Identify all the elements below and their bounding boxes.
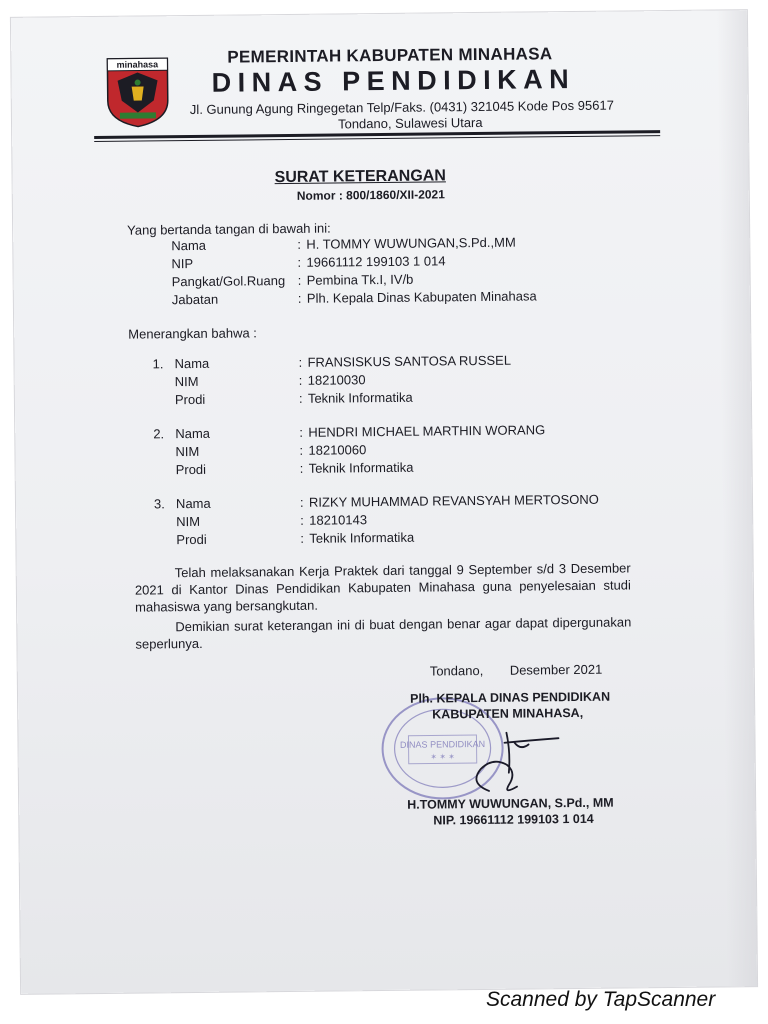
separator: :: [298, 372, 303, 388]
signer-value-jabatan: Plh. Kepala Dinas Kabupaten Minahasa: [306, 288, 537, 306]
signer-name-signature: H.TOMMY WUWUNGAN, S.Pd., MM: [407, 795, 614, 812]
separator: :: [297, 236, 302, 252]
student-nama: RIZKY MUHAMMAD REVANSYAH MERTOSONO: [308, 491, 599, 510]
student-nim: 18210143: [309, 512, 368, 528]
separator: :: [297, 254, 302, 270]
department-heading: DINAS PENDIDIKAN: [211, 63, 576, 98]
student-number: 3.: [153, 496, 165, 512]
signer-label-pangkat: Pangkat/Gol.Ruang: [171, 273, 286, 290]
separator: :: [298, 354, 303, 370]
student-label-prodi: Prodi: [174, 391, 206, 408]
body-paragraph-2: Demikian surat keterangan ini di buat dengan benar agar dapat dipergunakan seperlunya.: [135, 614, 632, 652]
student-label-prodi: Prodi: [175, 461, 207, 478]
separator: :: [299, 460, 304, 476]
stamp-text: DINAS PENDIDIKAN: [399, 738, 486, 750]
logo-text: minahasa: [116, 59, 159, 70]
separator: :: [300, 512, 304, 528]
signature-date: Desember 2021: [509, 661, 603, 678]
student-number: 1.: [152, 356, 164, 372]
separator: :: [297, 272, 302, 288]
separator: :: [299, 494, 304, 510]
document-page: [11, 10, 757, 994]
signer-value-pangkat: Pembina Tk.I, IV/b: [306, 271, 414, 288]
student-label-nim: NIM: [176, 513, 201, 530]
separator: :: [300, 530, 305, 546]
student-nama: FRANSISKUS SANTOSA RUSSEL: [307, 352, 512, 370]
signature-position-line2: KABUPATEN MINAHASA,: [432, 705, 584, 722]
address-line: Jl. Gunung Agung Ringegetan Telp/Faks. (0431) 321045 Kode Pos 95617: [189, 97, 614, 118]
student-label-prodi: Prodi: [176, 531, 207, 548]
signer-label-nama: Nama: [171, 237, 207, 254]
student-label-nama: Nama: [175, 425, 211, 442]
statement-intro: Menerangkan bahwa :: [128, 325, 257, 342]
student-label-nim: NIM: [174, 373, 199, 390]
separator: :: [299, 424, 303, 440]
student-label-nim: NIM: [175, 443, 200, 460]
student-number: 2.: [153, 426, 165, 442]
letter-number: Nomor : 800/1860/XII-2021: [296, 187, 445, 203]
student-nama: HENDRI MICHAEL MARTHIN WORANG: [308, 422, 546, 440]
scanner-watermark: Scanned by TapScanner: [486, 988, 716, 1011]
signer-label-jabatan: Jabatan: [171, 291, 219, 308]
student-nim: 18210060: [308, 442, 367, 458]
student-prodi: Teknik Informatika: [308, 459, 414, 476]
separator: :: [297, 290, 302, 306]
student-label-nama: Nama: [175, 495, 211, 512]
signer-nip-signature: NIP. 19661112 199103 1 014: [433, 811, 594, 828]
signature-place: Tondano,: [429, 662, 484, 679]
student-prodi: Teknik Informatika: [307, 389, 413, 406]
signer-intro: Yang bertanda tangan di bawah ini:: [127, 220, 331, 238]
city-line: Tondano, Sulawesi Utara: [337, 114, 483, 132]
separator: :: [298, 390, 303, 406]
handwritten-signature-icon: [458, 712, 569, 803]
signer-value-nip: 19661112 199103 1 014: [306, 253, 446, 270]
svg-text:✶ ✶ ✶: ✶ ✶ ✶: [430, 752, 456, 762]
body-paragraph-1: Telah melaksanakan Kerja Praktek dari tanggal 9 September s/d 3 Desember 2021 di Kantor Dinas Pendidikan Kabupaten Minahasa guna penyelesaian studi mahasiswa yang bersangkutan.: [134, 560, 631, 615]
separator: :: [299, 442, 304, 458]
signer-value-nama: H. TOMMY WUWUNGAN,S.Pd.,MM: [306, 234, 516, 252]
student-label-nama: Nama: [174, 355, 210, 372]
student-nim: 18210030: [307, 372, 366, 388]
student-prodi: Teknik Informatika: [309, 529, 415, 546]
signer-label-nip: NIP: [171, 255, 194, 272]
government-heading: PEMERINTAH KABUPATEN MINAHASA: [227, 44, 553, 67]
letter-title: SURAT KETERANGAN: [274, 167, 446, 187]
minahasa-logo-icon: [105, 56, 170, 129]
signature-position-line1: Plh. KEPALA DINAS PENDIDIKAN: [409, 689, 611, 706]
